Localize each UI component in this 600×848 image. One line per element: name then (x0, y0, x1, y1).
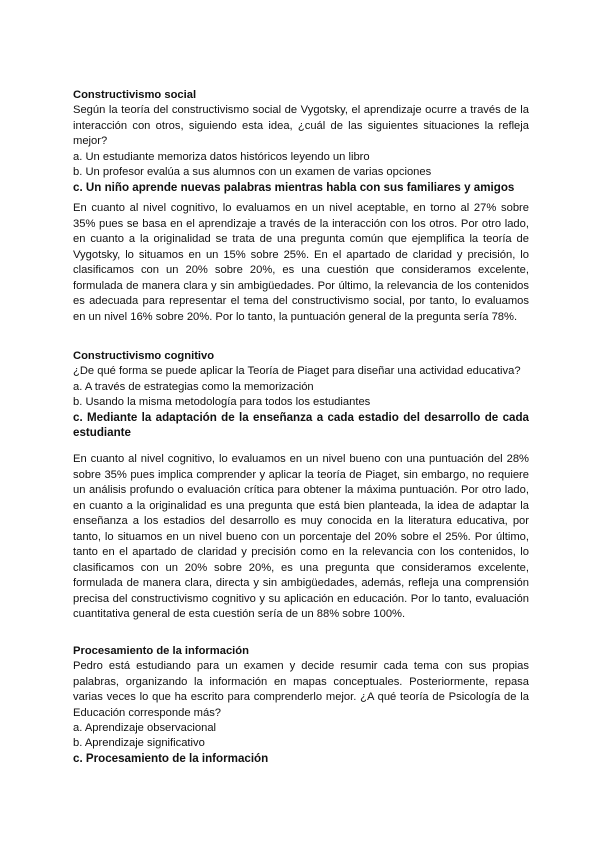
question-block-social (73, 88, 529, 195)
section-title: Constructivismo cognitivo (73, 350, 215, 362)
option-a: a. A través de estrategias como la memorización (73, 380, 314, 393)
question-text: Pedro está estudiando para un examen y decide resumir cada tema con sus propias palabras, organizando la información en mapas conceptuales. Posteriormente, repasa varias veces lo que ha escrito para comprenderlo mejor. ¿A qué teoría de Psicología de la Educación corresponde más? (73, 660, 529, 719)
option-c-correct: c. Un niño aprende nuevas palabras mientras habla con sus familiares y amigos (73, 180, 515, 194)
option-c-correct: c. Procesamiento de la información (73, 752, 269, 765)
question-text: ¿De qué forma se puede aplicar la Teoría de Piaget para diseñar una actividad educativa? (73, 365, 521, 377)
option-b: b. Usando la misma metodología para todos los estudiantes (73, 395, 371, 408)
option-b: b. Aprendizaje significativo (73, 737, 205, 749)
option-a: a. Aprendizaje observacional (73, 722, 217, 734)
evaluation-text: En cuanto al nivel cognitivo, lo evaluamos en un nivel aceptable, en torno al 27% sobre 35% pues se basa en el aprendizaje a través de la interacción con los otros. Por otro lado, en cuanto a la originalidad se trata de una pregunta común que ejemplifica la teoría de Vygotsky, lo situamos en un 15% sobre 25%. En el apartado de claridad y precisión, lo clasificamos con un 20% sobre 20%, es una cuestión que consideramos excelente, formulada de manera clara y sin ambigüedades. Por último, la relevancia de los contenidos es adecuada para representar el tema del constructivismo social, por tanto, lo evaluamos en un nivel 16% sobre 20%. Por lo tanto, la puntuación general de la pregunta sería 78%. (73, 202, 529, 323)
question-block-cognitive (73, 349, 529, 440)
evaluation-cognitive (73, 452, 529, 623)
option-a: a. Un estudiante memoriza datos históricos leyendo un libro (73, 150, 370, 163)
evaluation-social (73, 201, 529, 325)
evaluation-text: En cuanto al nivel cognitivo, lo evaluamos en un nivel bueno con una puntuación del 28% sobre 35% pues implica comprender y aplicar la teoría de Piaget, sin embargo, no requiere un análisis profundo o evaluación crítica para obtener la máxima puntuación. Por otro lado, en cuanto a la originalidad es una pregunta que está bien planteada, la idea de adaptar la enseñanza a los estadios del desarrollo es muy conocida en la literatura educativa, por tanto, lo situamos en un nivel bueno con un porcentaje del 20% sobre el 25%. Por último, tanto en el apartado de claridad y precisión como en la relevancia con los contenidos, lo clasificamos con un 20% sobre 20%, es una pregunta que consideramos excelente, formulada de manera clara, directa y sin ambigüedades, además, refleja una comprensión precisa del constructivismo cognitivo y su aplicación en educación. Por lo tanto, evaluación cuantitativa general de esta cuestión sería de un 88% sobre 100%. (73, 453, 529, 620)
question-block-information (73, 644, 529, 766)
section-title: Constructivismo social (73, 89, 197, 101)
option-b: b. Un profesor evalúa a sus alumnos con un examen de varias opciones (73, 165, 432, 178)
section-title: Procesamiento de la información (73, 645, 249, 657)
option-c-correct: c. Mediante la adaptación de la enseñanza a cada estadio del desarrollo de cada estudiante (73, 410, 529, 439)
question-text: Según la teoría del constructivismo social de Vygotsky, el aprendizaje ocurre a través de la interacción con otros, siguiendo esta idea, ¿cuál de las siguientes situaciones la refleja mejor? (73, 104, 529, 147)
